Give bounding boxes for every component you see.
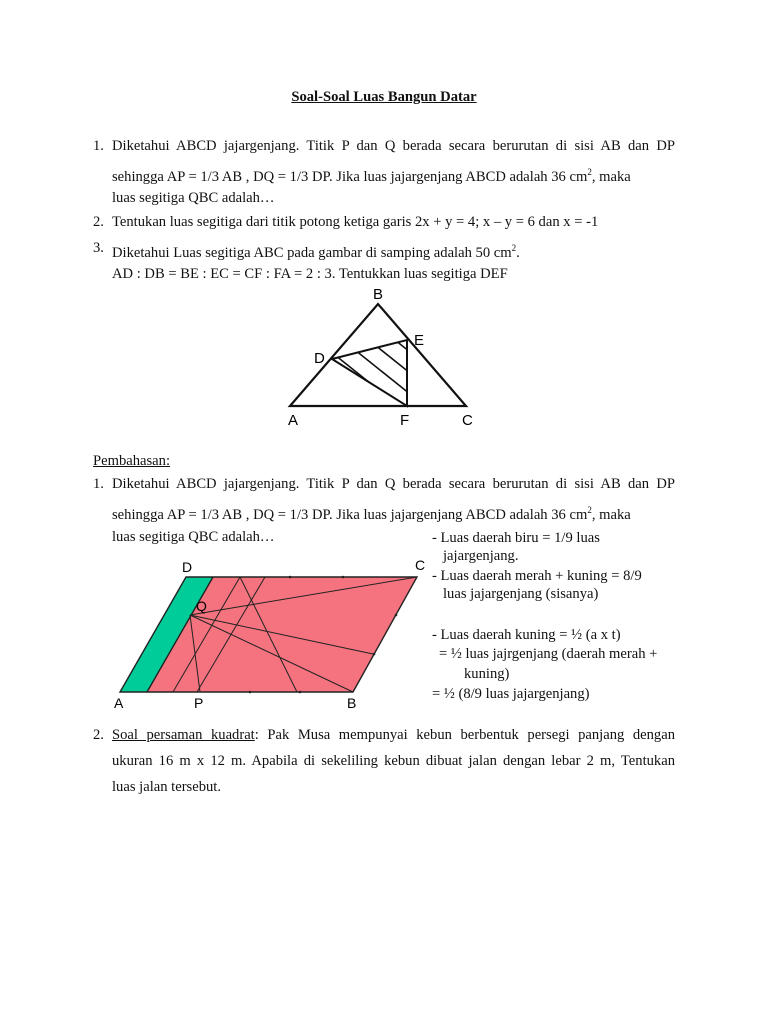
q1-line2 <box>112 163 631 186</box>
solution-1-line2-post: , maka <box>591 506 631 523</box>
note-line: kuning) <box>464 666 510 682</box>
note-line: = ½ (8/9 luas jajargenjang) <box>432 686 590 702</box>
q1-line2-text: sehingga AP = 1/3 AB , DQ = 1/3 DP. Jika luas jajargenjang ABCD adalah 36 cm <box>112 168 588 185</box>
note-line: - Luas daerah biru = 1/9 luas <box>432 530 600 546</box>
page-title: Soal-Soal Luas Bangun Datar <box>291 89 477 105</box>
q1-number: 1. <box>93 138 104 154</box>
note-line: - Luas daerah kuning = ½ (a x t) <box>432 627 621 643</box>
label-b: B <box>347 695 357 711</box>
q3-line1-post: . <box>516 244 520 261</box>
q3-line1 <box>112 239 520 262</box>
hatching <box>290 307 450 432</box>
solution-2-line2: ukuran 16 m x 12 m. Apabila di sekeliling kebun dibuat jalan dengan lebar 2 m, Tentukan <box>112 753 675 769</box>
solution-heading: Pembahasan: <box>93 453 171 469</box>
q2-number: 2. <box>93 214 104 230</box>
q3-number: 3. <box>93 240 104 256</box>
solution-1-line2-sup: 2 <box>587 505 592 515</box>
label-b: B <box>373 286 384 303</box>
q1-line2-post: , maka <box>591 168 631 185</box>
triangle-figure <box>280 282 490 432</box>
note-line: jajargenjang. <box>443 548 519 564</box>
label-p: P <box>194 695 204 711</box>
q3-line2: AD : DB = BE : EC = CF : FA = 2 : 3. Tentukkan luas segitiga DEF <box>112 266 508 282</box>
q3-line1-text: Diketahui Luas segitiga ABC pada gambar di samping adalah 50 cm <box>112 244 512 261</box>
solution-2-line1-text: : Pak Musa mempunyai kebun berbentuk persegi panjang dengan <box>254 727 675 743</box>
q1-line1: Diketahui ABCD jajargenjang. Titik P dan Q berada secara berurutan di sisi AB dan DP <box>112 138 675 154</box>
q3-line1-sup: 2 <box>511 243 517 253</box>
solution-2-line1 <box>112 726 675 744</box>
solution-2-line3: luas jalan tersebut. <box>112 779 222 795</box>
solution-1-line1: Diketahui ABCD jajargenjang. Titik P dan Q berada secara berurutan di sisi AB dan DP <box>112 476 675 492</box>
label-d: D <box>182 559 193 575</box>
label-c: C <box>415 557 426 573</box>
note-line: luas jajargenjang (sisanya) <box>443 586 599 602</box>
solution-1-number: 1. <box>93 476 104 492</box>
triangle-def <box>332 340 407 406</box>
q1-line2-sup: 2 <box>587 167 592 177</box>
solution-1-line2-text: sehingga AP = 1/3 AB , DQ = 1/3 DP. Jika luas jajargenjang ABCD adalah 36 cm <box>112 506 588 523</box>
label-a: A <box>114 695 124 711</box>
label-e: E <box>414 332 425 349</box>
label-d: D <box>314 350 325 367</box>
label-f: F <box>400 412 410 429</box>
label-c: C <box>462 412 473 429</box>
parallelogram-figure <box>110 553 430 713</box>
solution-2-number: 2. <box>93 727 104 743</box>
note-line: - Luas daerah merah + kuning = 8/9 <box>432 568 642 584</box>
solution-1-line3: luas segitiga QBC adalah… <box>112 529 275 545</box>
label-a: A <box>288 412 299 429</box>
q2-text: Tentukan luas segitiga dari titik potong ketiga garis 2x + y = 4; x – y = 6 dan x = -1 <box>112 214 599 230</box>
soal-persaman-kuadrat-link[interactable]: Soal persaman kuadrat <box>112 727 255 743</box>
label-q: Q <box>196 598 207 614</box>
solution-1-line2 <box>112 501 631 524</box>
q1-line3: luas segitiga QBC adalah… <box>112 190 275 206</box>
note-line: = ½ luas jajrgenjang (daerah merah + <box>439 646 658 662</box>
